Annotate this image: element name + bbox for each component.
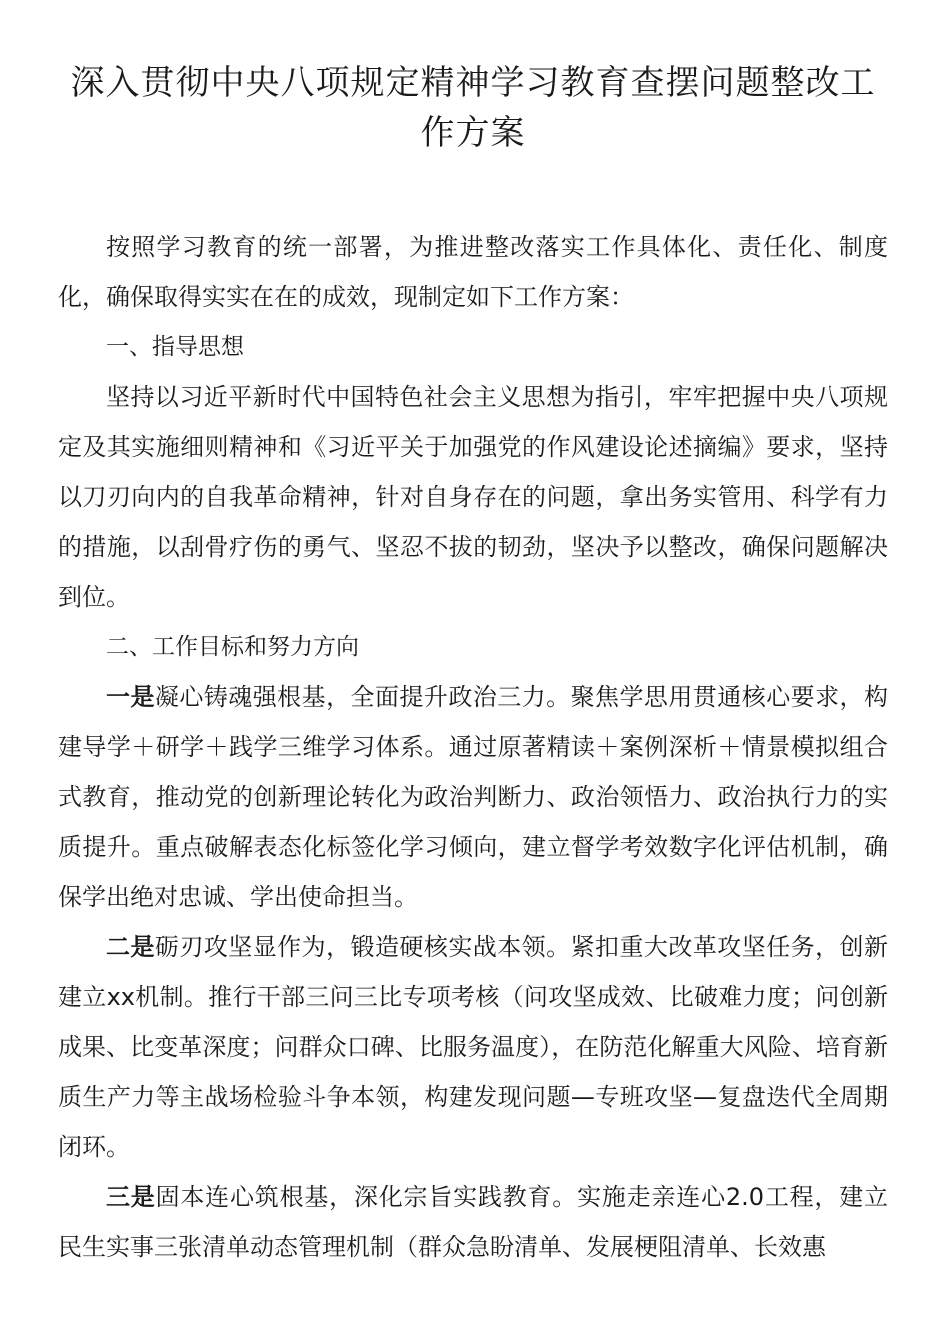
goal-item-1 bbox=[58, 672, 888, 922]
goal-item-3-text: 固本连心筑根基，深化宗旨实践教育。实施走亲连心2.0工程，建立民生实事三张清单动态管理机制（群众急盼清单、发展梗阻清单、长效惠 bbox=[58, 1183, 888, 1261]
goal-item-3 bbox=[58, 1172, 888, 1272]
goal-item-1-text: 凝心铸魂强根基，全面提升政治三力。聚焦学思用贯通核心要求，构建导学＋研学＋践学三维学习体系。通过原著精读＋案例深析＋情景模拟组合式教育，推动党的创新理论转化为政治判断力、政治领悟力、政治执行力的实质提升。重点破解表态化标签化学习倾向，建立督学考效数字化评估机制，确保学出绝对忠诚、学出使命担当。 bbox=[58, 683, 889, 911]
goal-item-2-text: 砺刃攻坚显作为，锻造硬核实战本领。紧扣重大改革攻坚任务，创新建立xx机制。推行干部三问三比专项考核（问攻坚成效、比破难力度；问创新成果、比变革深度；问群众口碑、比服务温度），在防范化解重大风险、培育新质生产力等主战场检验斗争本领，构建发现问题—专班攻坚—复盘迭代全周期闭环。 bbox=[58, 933, 889, 1161]
section-1-heading: 一、指导思想 bbox=[106, 334, 244, 360]
section-1-paragraph: 坚持以习近平新时代中国特色社会主义思想为指引，牢牢把握中央八项规定及其实施细则精神和《习近平关于加强党的作风建设论述摘编》要求，坚持以刀刃向内的自我革命精神，针对自身存在的问题，拿出务实管用、科学有力的措施，以刮骨疗伤的勇气、坚忍不拔的韧劲，坚决予以整改，确保问题解决到位。 bbox=[58, 383, 888, 611]
document-body bbox=[58, 222, 888, 1272]
goal-item-1-lead: 一是 bbox=[106, 683, 155, 711]
section-2-heading: 二、工作目标和努力方向 bbox=[106, 634, 359, 660]
document-title: 深入贯彻中央八项规定精神学习教育查摆问题整改工作方案 bbox=[70, 63, 876, 153]
goal-item-2 bbox=[58, 922, 888, 1172]
goal-item-2-lead: 二是 bbox=[106, 933, 155, 961]
intro-paragraph: 按照学习教育的统一部署，为推进整改落实工作具体化、责任化、制度化，确保取得实实在在的成效，现制定如下工作方案： bbox=[58, 233, 888, 311]
goal-item-3-lead: 三是 bbox=[106, 1183, 156, 1211]
